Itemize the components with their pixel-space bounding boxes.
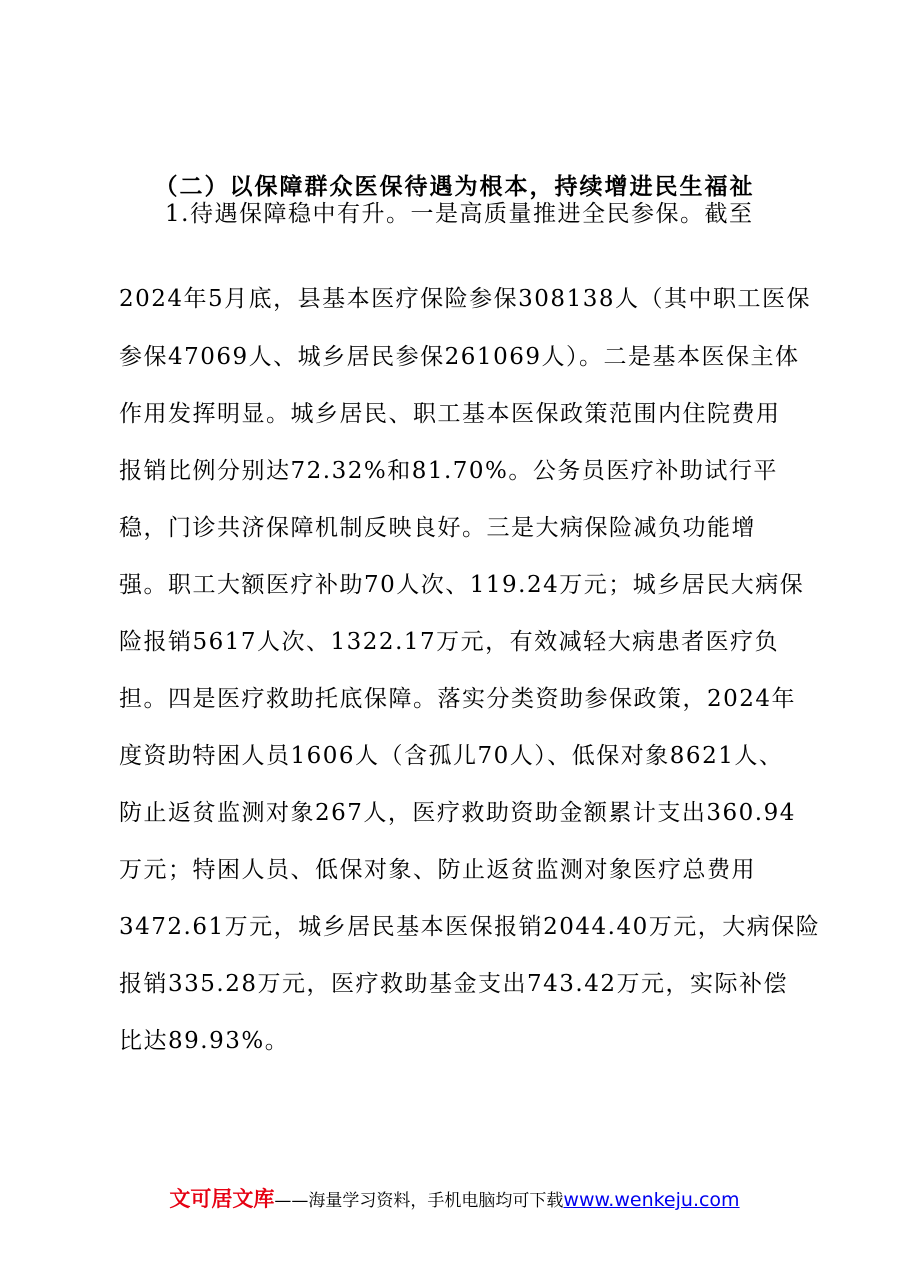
footer-brand: 文可居文库	[169, 1187, 275, 1211]
paragraph-line: 稳，门诊共济保障机制反映良好。三是大病保险减负功能增	[119, 515, 756, 541]
paragraph-line: 3472.61万元，城乡居民基本医保报销2044.40万元，大病保险	[119, 914, 821, 940]
footer-banner	[0, 1183, 909, 1213]
footer-link[interactable]: www.wenkeju.com	[563, 1189, 740, 1211]
paragraph-line: 防止返贫监测对象267人，医疗救助资助金额累计支出360.94	[119, 800, 796, 826]
section-heading: （二）以保障群众医保待遇为根本，持续增进民生福祉	[154, 173, 755, 200]
paragraph-line: 比达89.93%。	[119, 1028, 290, 1054]
footer-tagline: ——海量学习资料，手机电脑均可下载	[274, 1191, 564, 1211]
paragraph-line: 作用发挥明显。城乡居民、职工基本医保政策范围内住院费用	[119, 401, 781, 427]
paragraph-line: 万元；特困人员、低保对象、防止返贫监测对象医疗总费用	[119, 857, 756, 883]
paragraph-line: 报销比例分别达72.32%和81.70%。公务员医疗补助试行平	[119, 458, 778, 484]
paragraph-line: 2024年5月底，县基本医疗保险参保308138人（其中职工医保	[119, 286, 811, 312]
paragraph-line: 参保47069人、城乡居民参保261069人）。二是基本医保主体	[119, 344, 800, 370]
paragraph-line: 险报销5617人次、1322.17万元，有效减轻大病患者医疗负	[119, 629, 780, 655]
paragraph-line: 担。四是医疗救助托底保障。落实分类资助参保政策，2024年	[119, 686, 797, 712]
paragraph-line: 度资助特困人员1606人（含孤儿70人）、低保对象8621人、	[119, 743, 784, 769]
paragraph-line: 1.待遇保障稳中有升。一是高质量推进全民参保。截至	[165, 201, 754, 227]
paragraph-line: 强。职工大额医疗补助70人次、119.24万元；城乡居民大病保	[119, 572, 805, 598]
paragraph-line: 报销335.28万元，医疗救助基金支出743.42万元，实际补偿	[119, 971, 788, 997]
